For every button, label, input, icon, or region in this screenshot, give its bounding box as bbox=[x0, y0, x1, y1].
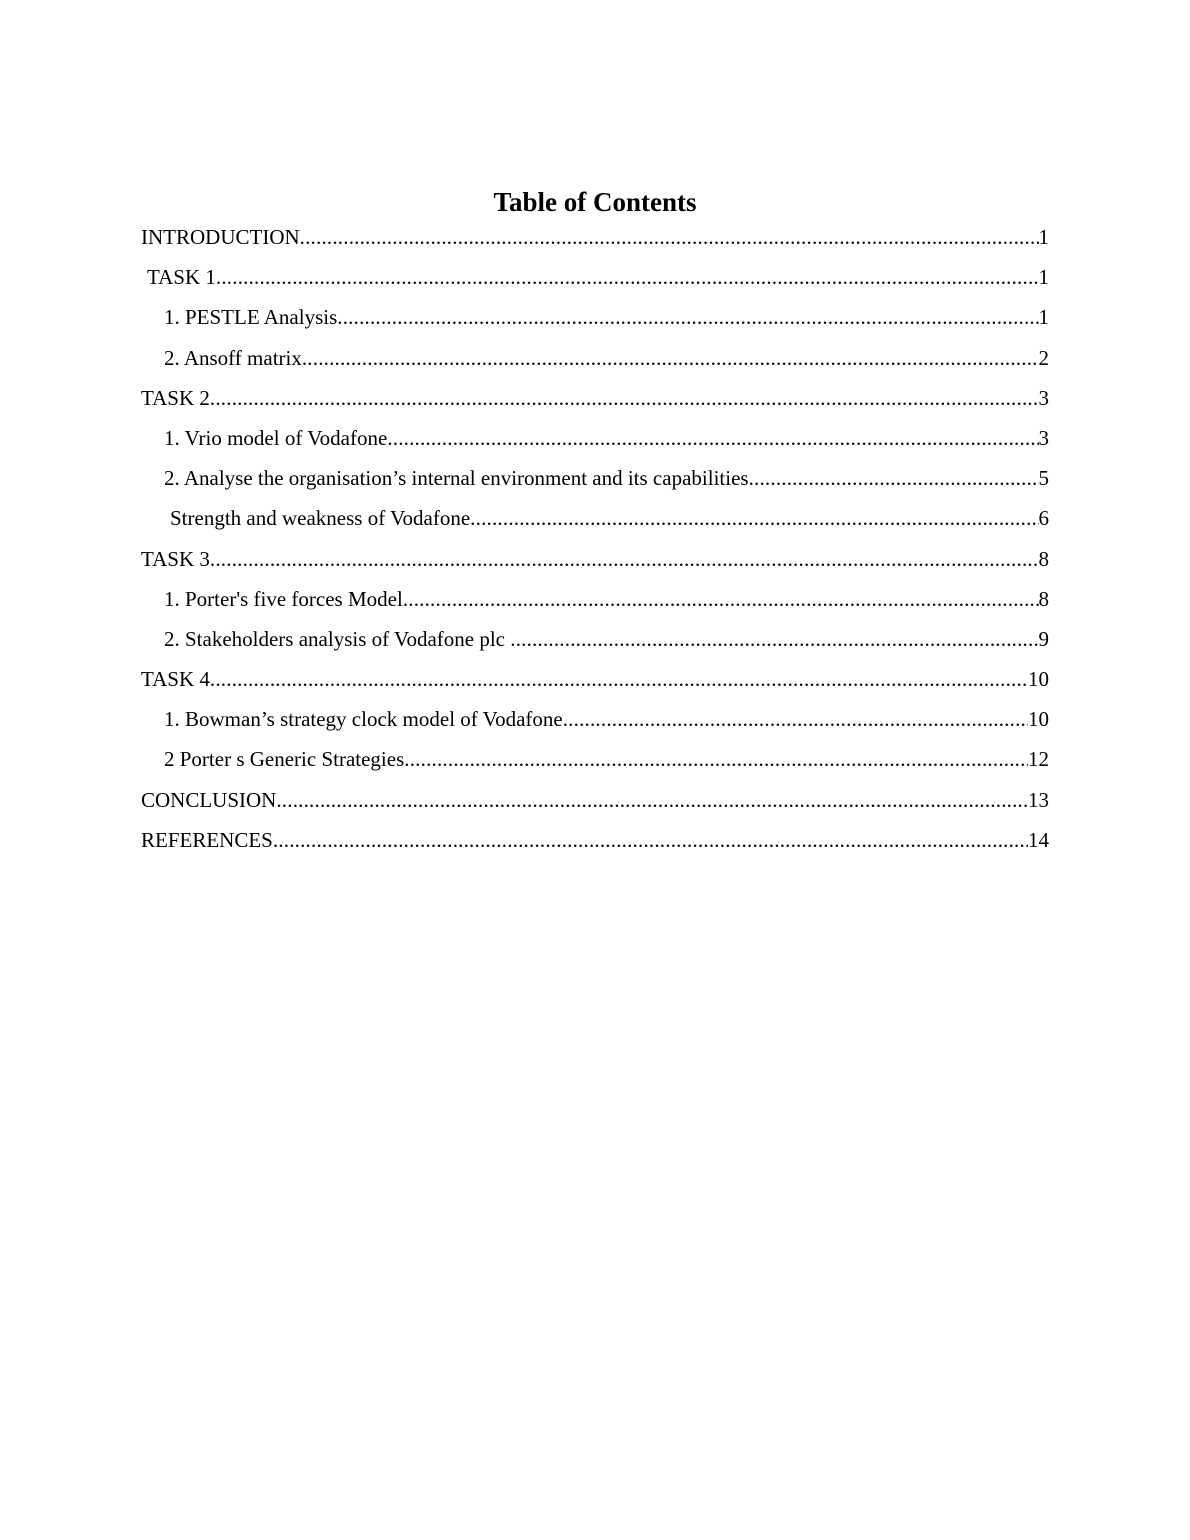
toc-entry-vrio-model[interactable] bbox=[141, 420, 1049, 460]
toc-page-number: 3 bbox=[1038, 385, 1049, 410]
toc-page-number: 8 bbox=[1038, 546, 1049, 571]
toc-page-number: 5 bbox=[1038, 466, 1049, 491]
toc-leader-dots bbox=[749, 460, 1039, 496]
toc-leader-dots bbox=[273, 822, 1028, 858]
toc-entry-task-4[interactable] bbox=[141, 661, 1049, 701]
toc-leader-dots bbox=[563, 701, 1028, 737]
toc-entry-strength-weakness[interactable] bbox=[141, 500, 1049, 540]
toc-entry-conclusion[interactable] bbox=[141, 782, 1049, 822]
toc-page-number: 1 bbox=[1038, 225, 1049, 249]
toc-entry-label: 1. Porter's five forces Model bbox=[164, 586, 403, 611]
toc-entry-label: 2. Stakeholders analysis of Vodafone plc bbox=[164, 626, 511, 651]
toc-entry-pestle-analysis[interactable] bbox=[141, 299, 1049, 339]
toc-leader-dots bbox=[403, 581, 1039, 617]
toc-entry-references[interactable] bbox=[141, 822, 1049, 862]
toc-entry-label: TASK 3 bbox=[141, 546, 210, 571]
toc-entry-introduction[interactable] bbox=[141, 219, 1049, 259]
toc-leader-dots bbox=[470, 500, 1038, 536]
toc-page-number: 6 bbox=[1038, 506, 1049, 531]
toc-entry-label: 2. Ansoff matrix bbox=[164, 345, 302, 370]
toc-leader-dots bbox=[302, 340, 1039, 376]
toc-entry-ansoff-matrix[interactable] bbox=[141, 340, 1049, 380]
toc-page-number: 14 bbox=[1028, 827, 1049, 852]
toc-page-number: 1 bbox=[1038, 265, 1049, 290]
toc-entry-porters-five-forces[interactable] bbox=[141, 581, 1049, 621]
toc-leader-dots bbox=[210, 661, 1028, 697]
toc-entry-label: 1. PESTLE Analysis bbox=[164, 305, 338, 330]
toc-leader-dots bbox=[387, 420, 1038, 456]
toc-entry-task-2[interactable] bbox=[141, 380, 1049, 420]
toc-entry-label: INTRODUCTION bbox=[141, 225, 300, 249]
toc-leader-dots bbox=[337, 299, 1038, 335]
toc-page-number: 13 bbox=[1028, 787, 1049, 812]
toc-page-number: 1 bbox=[1038, 305, 1049, 330]
toc-page-number: 9 bbox=[1038, 626, 1049, 651]
toc-title: Table of Contents bbox=[493, 187, 697, 217]
toc-entry-label: REFERENCES bbox=[141, 827, 273, 852]
toc-leader-dots bbox=[300, 219, 1039, 255]
toc-entry-task-1[interactable] bbox=[141, 259, 1049, 299]
toc-page-number: 2 bbox=[1038, 345, 1049, 370]
toc-entry-label: 2 Porter s Generic Strategies bbox=[164, 747, 405, 772]
toc-leader-dots bbox=[510, 621, 1038, 657]
toc-leader-dots bbox=[404, 741, 1028, 777]
toc-list bbox=[141, 219, 1049, 862]
toc-page-number: 3 bbox=[1038, 425, 1049, 450]
toc-entry-label: 1. Vrio model of Vodafone bbox=[164, 425, 388, 450]
toc-entry-label: Strength and weakness of Vodafone bbox=[170, 506, 471, 531]
toc-page-number: 12 bbox=[1028, 747, 1049, 772]
toc-page-number: 10 bbox=[1028, 667, 1049, 692]
toc-entry-bowman-strategy-clock[interactable] bbox=[141, 701, 1049, 741]
toc-leader-dots bbox=[210, 380, 1039, 416]
toc-entry-generic-strategies[interactable] bbox=[141, 741, 1049, 781]
toc-entry-stakeholders-analysis[interactable] bbox=[141, 621, 1049, 661]
toc-entry-label: TASK 2 bbox=[141, 385, 210, 410]
toc-page-number: 10 bbox=[1028, 707, 1049, 732]
toc-leader-dots bbox=[210, 541, 1039, 577]
toc-leader-dots bbox=[276, 782, 1028, 818]
toc-entry-task-3[interactable] bbox=[141, 541, 1049, 581]
toc-leader-dots bbox=[216, 259, 1039, 295]
toc-entry-label: TASK 1 bbox=[147, 265, 216, 290]
toc-page-number: 8 bbox=[1038, 586, 1049, 611]
toc-entry-internal-environment[interactable] bbox=[141, 460, 1049, 500]
toc-entry-label: TASK 4 bbox=[141, 667, 210, 692]
toc-entry-label: CONCLUSION bbox=[141, 787, 277, 812]
toc-entry-label: 1. Bowman’s strategy clock model of Vodafone bbox=[164, 707, 563, 732]
toc-entry-label: 2. Analyse the organisation’s internal environment and its capabilities bbox=[164, 466, 749, 491]
